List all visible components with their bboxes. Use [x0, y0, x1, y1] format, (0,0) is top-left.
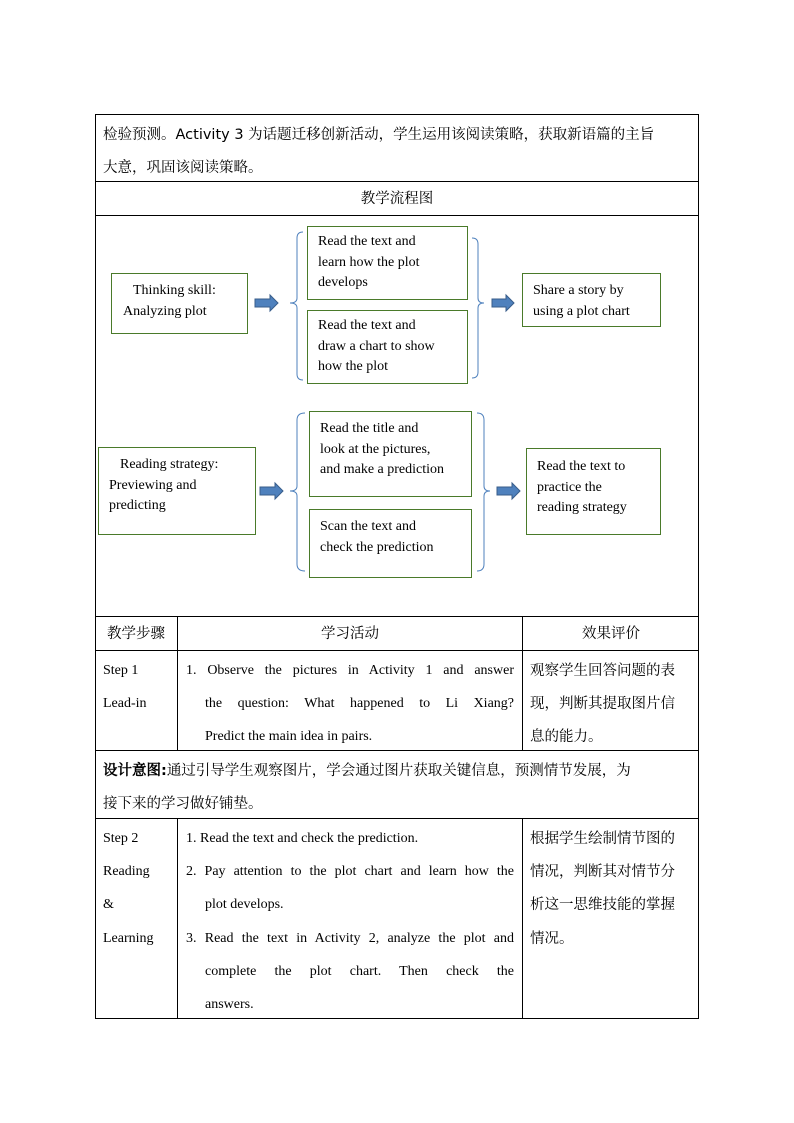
box-line: how the plot [318, 359, 388, 374]
header-steps: 教学步骤 [107, 626, 165, 642]
box-line: Reading strategy: [120, 457, 219, 472]
box-line: learn how the plot [318, 254, 420, 270]
step2-activity-line: plot develops. [205, 897, 284, 912]
header-activities: 学习活动 [321, 626, 379, 642]
box-line: develops [318, 275, 368, 290]
box-line: Thinking skill: [133, 283, 216, 298]
step2-evaluation-line: 情况。 [530, 931, 574, 947]
preview-predict-box [309, 411, 472, 497]
step1-name: Lead-in [103, 696, 147, 711]
thinking-skill-box [111, 273, 248, 334]
right-bracket-icon [472, 238, 484, 378]
box-line: Read the text and [318, 234, 416, 249]
right-arrow-icon [492, 295, 514, 311]
step1-activity-line: 1. Observe the pictures in Activity 1 and answer [186, 663, 514, 678]
step2-activity-line: answers. [205, 997, 254, 1012]
practice-strategy-box [526, 448, 661, 535]
intro-line-1: 检验预测。Activity 3 为话题迁移创新活动，学生运用该阅读策略，获取新语篇的主旨 [103, 127, 655, 143]
right-arrow-icon [260, 483, 283, 499]
design-intent-line-1 [103, 761, 631, 781]
left-bracket-icon [290, 232, 303, 380]
step2-activity-line: 1. Read the text and check the prediction. [186, 831, 419, 846]
design-intent-label: 设计意图: [103, 763, 167, 779]
design-intent-line-2: 接下来的学习做好铺垫。 [103, 796, 263, 812]
flowchart-title: 教学流程图 [360, 191, 434, 207]
box-line: check the prediction [320, 539, 434, 555]
design-intent-text: 通过引导学生观察图片，学会通过图片获取关键信息，预测情节发展，为 [166, 763, 631, 779]
step2-name: Reading [103, 864, 150, 879]
box-line: practice the [537, 479, 602, 495]
header-evaluation: 效果评价 [582, 626, 640, 642]
step2-activity-line: complete the plot chart. Then check the [205, 964, 514, 979]
intro-line-2: 大意，巩固该阅读策略。 [103, 160, 263, 176]
box-line: predicting [109, 498, 166, 513]
box-line: look at the pictures, [320, 441, 431, 457]
learn-plot-box [307, 226, 468, 300]
step2-number: Step 2 [103, 831, 139, 846]
right-arrow-icon [497, 483, 520, 499]
share-story-box [522, 273, 661, 327]
step2-activity-line: 3. Read the text in Activity 2, analyze the plot and [186, 931, 514, 946]
step1-evaluation-line: 息的能力。 [530, 729, 603, 745]
box-line: reading strategy [537, 500, 627, 515]
box-line: Read the text to [537, 459, 626, 474]
step1-evaluation-line: 观察学生回答问题的表 [530, 663, 675, 679]
step1-activity-line: the question: What happened to Li Xiang? [205, 696, 514, 711]
box-line: Read the title and [320, 421, 419, 436]
step1-number: Step 1 [103, 663, 139, 678]
box-line: Analyzing plot [123, 303, 207, 319]
step1-activity-line: Predict the main idea in pairs. [205, 729, 373, 744]
step2-name-2: Learning [103, 931, 154, 946]
box-line: using a plot chart [533, 303, 630, 319]
box-line: Previewing and [109, 477, 197, 493]
step1-evaluation-line: 现，判断其提取图片信 [530, 696, 675, 712]
step2-evaluation-line: 情况，判断其对情节分 [530, 864, 675, 880]
box-line: draw a chart to show [318, 338, 435, 354]
box-line: Scan the text and [320, 519, 417, 534]
step2-ampersand: & [103, 897, 114, 912]
right-arrow-icon [255, 295, 278, 311]
left-bracket-icon [290, 413, 305, 571]
box-line: Share a story by [533, 283, 624, 298]
scan-check-box [309, 509, 472, 578]
reading-strategy-box [98, 447, 256, 535]
right-bracket-icon [477, 413, 490, 571]
step2-evaluation-line: 根据学生绘制情节图的 [530, 831, 675, 847]
box-line: and make a prediction [320, 462, 445, 477]
step2-evaluation-line: 析这一思维技能的掌握 [530, 897, 675, 913]
draw-chart-box [307, 310, 468, 384]
step2-activity-line: 2. Pay attention to the plot chart and learn how the [186, 864, 514, 879]
box-line: Read the text and [318, 318, 416, 333]
